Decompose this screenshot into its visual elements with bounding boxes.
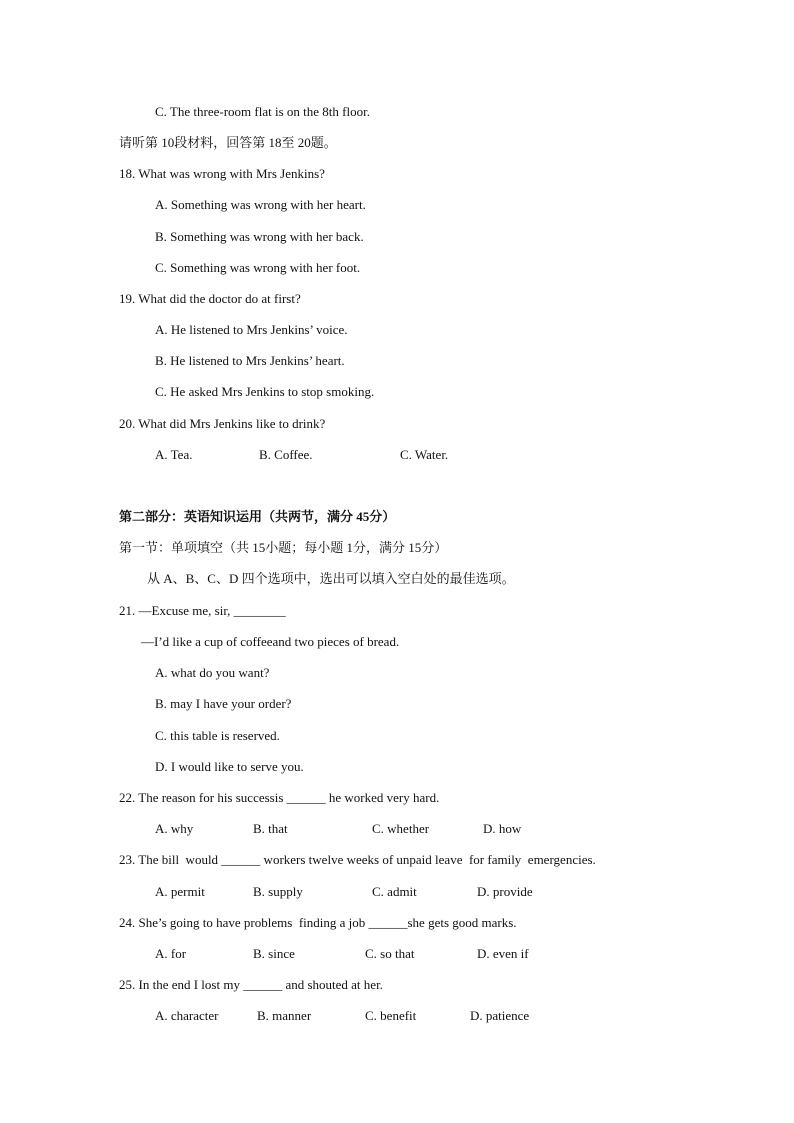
q18-option-c: C. Something was wrong with her foot.: [155, 260, 361, 275]
q22-option-a: A. why: [155, 821, 194, 836]
q21-option-c: C. this table is reserved.: [155, 728, 280, 743]
q22-option-b: B. that: [253, 821, 288, 836]
section1-directions: 从 A、B、C、D 四个选项中，选出可以填入空白处的最佳选项。: [147, 571, 515, 586]
q24-option-a: A. for: [155, 946, 187, 961]
part2-title: 第二部分：英语知识运用（共两节，满分 45分）: [119, 509, 396, 524]
q22-option-d: D. how: [483, 821, 522, 836]
q23-option-d: D. provide: [477, 884, 533, 899]
q24-option-c: C. so that: [365, 946, 415, 961]
q19-option-a: A. He listened to Mrs Jenkins’ voice.: [155, 322, 348, 337]
q21-reply: —I’d like a cup of coffeeand two pieces of bread.: [141, 634, 400, 649]
q23-option-a: A. permit: [155, 884, 205, 899]
section1-title: 第一节：单项填空（共 15小题；每小题 1分，满分 15分）: [119, 540, 448, 555]
q23-stem: 23. The bill would ______ workers twelve weeks of unpaid leave for family emergencies.: [119, 852, 596, 867]
q25-option-d: D. patience: [470, 1008, 530, 1023]
q18-option-b: B. Something was wrong with her back.: [155, 229, 364, 244]
q25-option-c: C. benefit: [365, 1008, 417, 1023]
q21-option-b: B. may I have your order?: [155, 696, 292, 711]
q23-option-b: B. supply: [253, 884, 303, 899]
q20-stem: 20. What did Mrs Jenkins like to drink?: [119, 416, 326, 431]
q21-option-d: D. I would like to serve you.: [155, 759, 304, 774]
q24-stem: 24. She’s going to have problems finding a job ______she gets good marks.: [119, 915, 517, 930]
q20-option-a: A. Tea.: [155, 447, 193, 462]
q17-option-c: C. The three-room flat is on the 8th floor.: [155, 104, 370, 119]
q22-option-c: C. whether: [372, 821, 430, 836]
q20-option-b: B. Coffee.: [259, 447, 313, 462]
q21-stem: 21. —Excuse me, sir, ________: [119, 603, 286, 618]
q25-option-b: B. manner: [257, 1008, 312, 1023]
listening-instruction: 请听第 10段材料，回答第 18至 20题。: [119, 135, 337, 150]
q23-option-c: C. admit: [372, 884, 417, 899]
q24-option-b: B. since: [253, 946, 295, 961]
q19-option-c: C. He asked Mrs Jenkins to stop smoking.: [155, 384, 375, 399]
q18-option-a: A. Something was wrong with her heart.: [155, 197, 366, 212]
q25-stem: 25. In the end I lost my ______ and shouted at her.: [119, 977, 383, 992]
q20-option-c: C. Water.: [400, 447, 449, 462]
q18-stem: 18. What was wrong with Mrs Jenkins?: [119, 166, 325, 181]
q19-stem: 19. What did the doctor do at first?: [119, 291, 301, 306]
q22-stem: 22. The reason for his successis ______ he worked very hard.: [119, 790, 440, 805]
q25-option-a: A. character: [155, 1008, 219, 1023]
q19-option-b: B. He listened to Mrs Jenkins’ heart.: [155, 353, 345, 368]
q21-option-a: A. what do you want?: [155, 665, 270, 680]
q24-option-d: D. even if: [477, 946, 529, 961]
